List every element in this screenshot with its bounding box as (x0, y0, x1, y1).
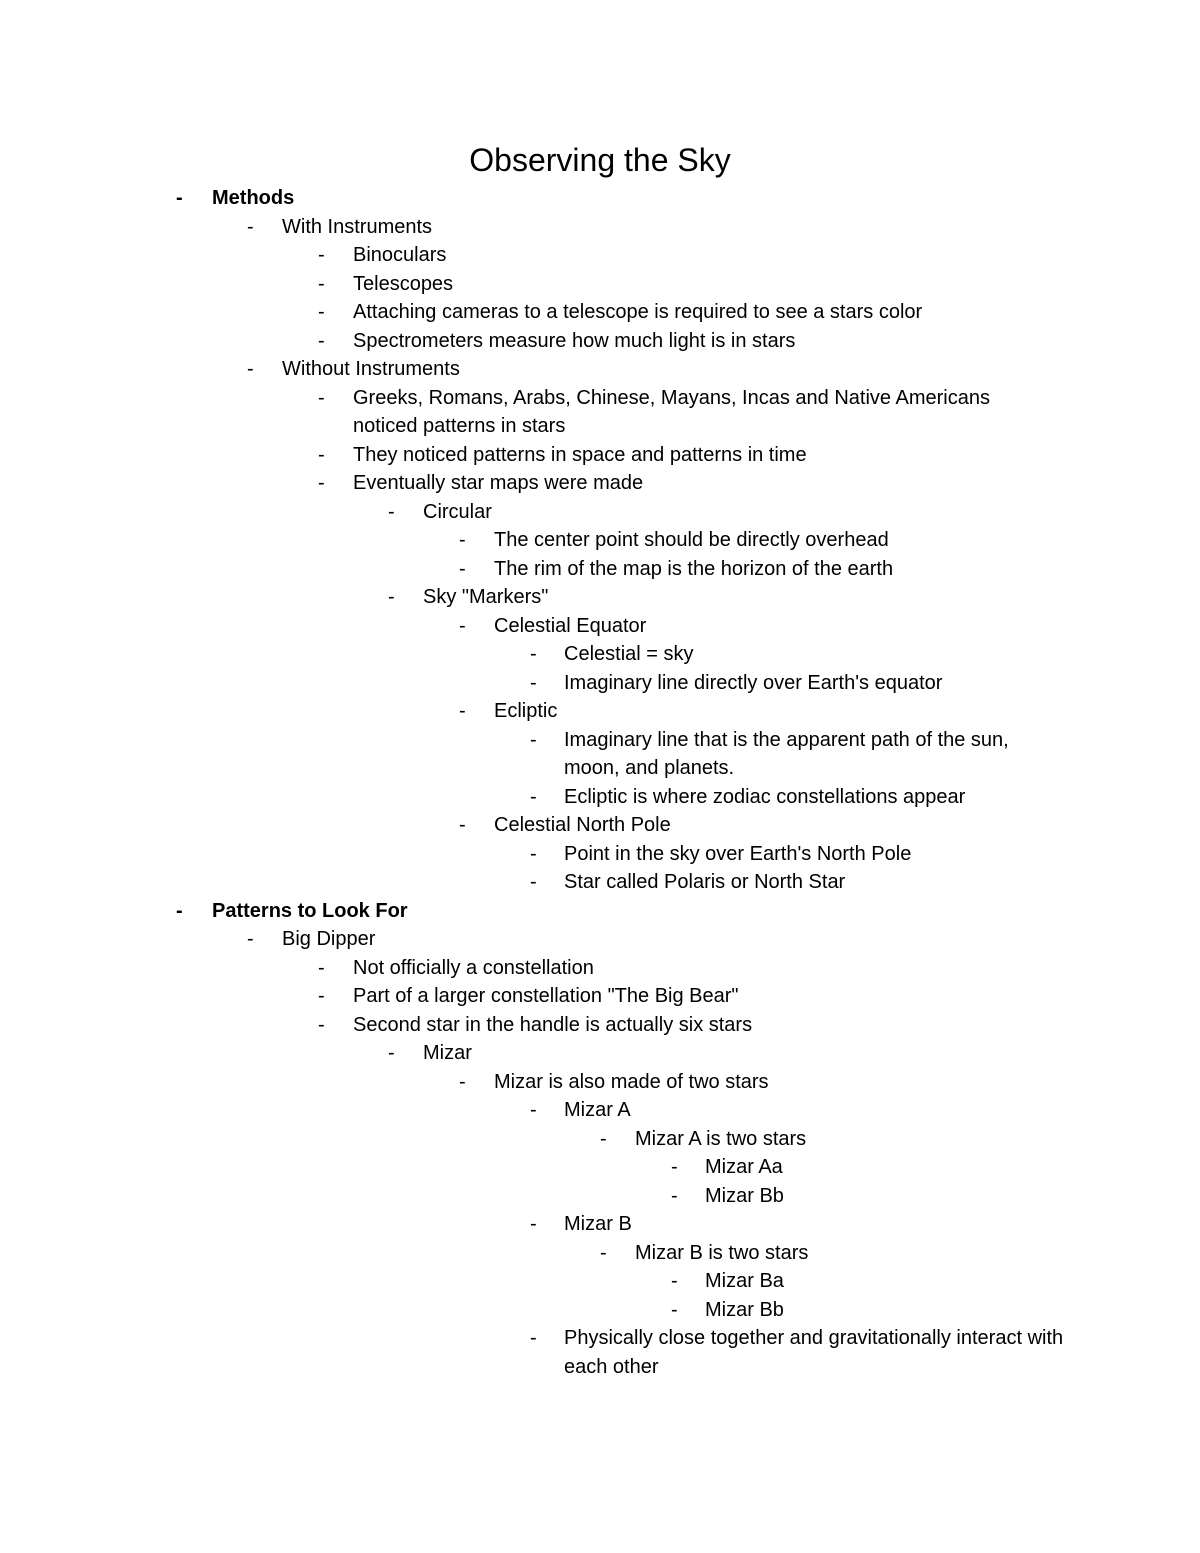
list-item-text: Without Instruments (282, 358, 460, 380)
list-item-text: Imaginary line that is the apparent path of the sun, moon, and planets. (564, 728, 1009, 779)
bullet-dash: - (530, 671, 537, 694)
bullet-dash: - (530, 643, 537, 665)
bullet-dash: - (318, 443, 325, 466)
list-item-text: Point in the sky over Earth's North Pole (564, 842, 912, 865)
list-item-text: Celestial Equator (494, 614, 647, 637)
bullet-dash: - (318, 329, 325, 352)
list-item-text: The rim of the map is the horizon of the earth (494, 557, 894, 580)
list-item (0, 270, 1200, 299)
bullet-dash: - (318, 956, 325, 979)
bullet-dash: - (176, 187, 183, 209)
list-item (0, 640, 1200, 669)
list-item (0, 1296, 1200, 1325)
list-item-text: Part of a larger constellation "The Big Bear" (353, 985, 739, 1007)
list-item (0, 469, 1200, 498)
list-item (0, 1068, 1200, 1097)
list-item (0, 583, 1200, 612)
list-item (0, 355, 1200, 384)
bullet-dash: - (530, 1099, 537, 1121)
bullet-dash: - (600, 1127, 607, 1150)
list-item (0, 441, 1200, 470)
list-item (0, 555, 1200, 584)
bullet-dash: - (247, 928, 254, 950)
bullet-dash: - (388, 586, 395, 608)
list-item-text: Attaching cameras to a telescope is required to see a stars color (353, 301, 923, 323)
list-item-text: Methods (212, 187, 295, 209)
list-item-text: Ecliptic (494, 700, 558, 722)
list-item (0, 1096, 1200, 1125)
bullet-dash: - (671, 1184, 678, 1207)
bullet-outline (0, 184, 1200, 1381)
bullet-dash: - (530, 1327, 537, 1349)
bullet-dash: - (318, 472, 325, 494)
list-item-text: Eventually star maps were made (353, 472, 644, 494)
list-item-text: Mizar A is two stars (635, 1127, 807, 1150)
bullet-dash: - (459, 814, 466, 836)
bullet-dash: - (459, 529, 466, 551)
bullet-dash: - (530, 785, 537, 808)
bullet-dash: - (530, 871, 537, 893)
list-item-text: Second star in the handle is actually six stars (353, 1013, 753, 1036)
bullet-dash: - (459, 1070, 466, 1093)
section-heading (0, 897, 1200, 926)
bullet-dash: - (176, 899, 183, 922)
list-item-text: Mizar B (564, 1213, 632, 1235)
list-item-text: Mizar Bb (705, 1298, 784, 1321)
list-item-text: Star called Polaris or North Star (564, 871, 846, 893)
list-item (0, 982, 1200, 1011)
list-item-text: They noticed patterns in space and patterns in time (353, 443, 807, 466)
bullet-dash: - (671, 1298, 678, 1321)
bullet-dash: - (318, 386, 325, 409)
bullet-dash: - (530, 728, 537, 751)
list-item-text: Physically close together and gravitationally interact with each other (564, 1327, 1064, 1378)
list-item-text: Big Dipper (282, 928, 376, 950)
list-item (0, 1210, 1200, 1239)
bullet-dash: - (318, 985, 325, 1007)
list-item (0, 840, 1200, 869)
list-item-text: Celestial = sky (564, 643, 694, 665)
list-item-text: Mizar (423, 1042, 472, 1064)
bullet-dash: - (388, 500, 395, 523)
page-title: Observing the Sky (469, 142, 731, 178)
list-item (0, 925, 1200, 954)
list-item (0, 612, 1200, 641)
list-item-text: Circular (423, 500, 492, 523)
list-item (0, 213, 1200, 242)
list-item-text: Not officially a constellation (353, 956, 594, 979)
list-item-text: Ecliptic is where zodiac constellations appear (564, 785, 966, 808)
list-item (0, 1153, 1200, 1182)
bullet-dash: - (671, 1156, 678, 1178)
bullet-dash: - (318, 301, 325, 323)
list-item (0, 298, 1200, 327)
list-item-text: Imaginary line directly over Earth's equator (564, 671, 943, 694)
list-item (0, 1324, 1200, 1381)
bullet-dash: - (530, 1213, 537, 1235)
list-item (0, 868, 1200, 897)
list-item (0, 1039, 1200, 1068)
list-item (0, 1011, 1200, 1040)
list-item-text: Mizar Ba (705, 1270, 784, 1292)
list-item-text: Mizar Aa (705, 1156, 783, 1178)
list-item (0, 669, 1200, 698)
list-item-text: Mizar A (564, 1099, 631, 1121)
list-item (0, 1182, 1200, 1211)
list-item (0, 1267, 1200, 1296)
bullet-dash: - (318, 1013, 325, 1036)
list-item (0, 697, 1200, 726)
bullet-dash: - (459, 614, 466, 637)
bullet-dash: - (247, 215, 254, 238)
list-item (0, 726, 1200, 783)
bullet-dash: - (459, 557, 466, 580)
list-item (0, 241, 1200, 270)
list-item-text: With Instruments (282, 215, 433, 238)
bullet-dash: - (247, 358, 254, 380)
list-item-text: Sky "Markers" (423, 586, 549, 608)
bullet-dash: - (459, 700, 466, 722)
list-item (0, 954, 1200, 983)
bullet-dash: - (318, 272, 325, 295)
list-item (0, 498, 1200, 527)
list-item (0, 1125, 1200, 1154)
list-item-text: Telescopes (353, 272, 454, 295)
list-item-text: Mizar Bb (705, 1184, 784, 1207)
bullet-dash: - (600, 1241, 607, 1264)
list-item (0, 327, 1200, 356)
list-item (0, 526, 1200, 555)
list-item-text: Binoculars (353, 244, 447, 266)
list-item-text: Mizar is also made of two stars (494, 1070, 769, 1093)
list-item (0, 783, 1200, 812)
list-item (0, 384, 1200, 441)
bullet-dash: - (318, 244, 325, 266)
bullet-dash: - (388, 1042, 395, 1064)
list-item (0, 811, 1200, 840)
bullet-dash: - (530, 842, 537, 865)
section-heading (0, 184, 1200, 213)
list-item-text: Celestial North Pole (494, 814, 671, 836)
list-item-text: Spectrometers measure how much light is in stars (353, 329, 796, 352)
bullet-dash: - (671, 1270, 678, 1292)
list-item-text: Mizar B is two stars (635, 1241, 809, 1264)
list-item (0, 1239, 1200, 1268)
list-item-text: The center point should be directly overhead (494, 529, 889, 551)
list-item-text: Greeks, Romans, Arabs, Chinese, Mayans, Incas and Native Americans noticed patterns in stars (353, 386, 990, 437)
list-item-text: Patterns to Look For (212, 899, 408, 922)
